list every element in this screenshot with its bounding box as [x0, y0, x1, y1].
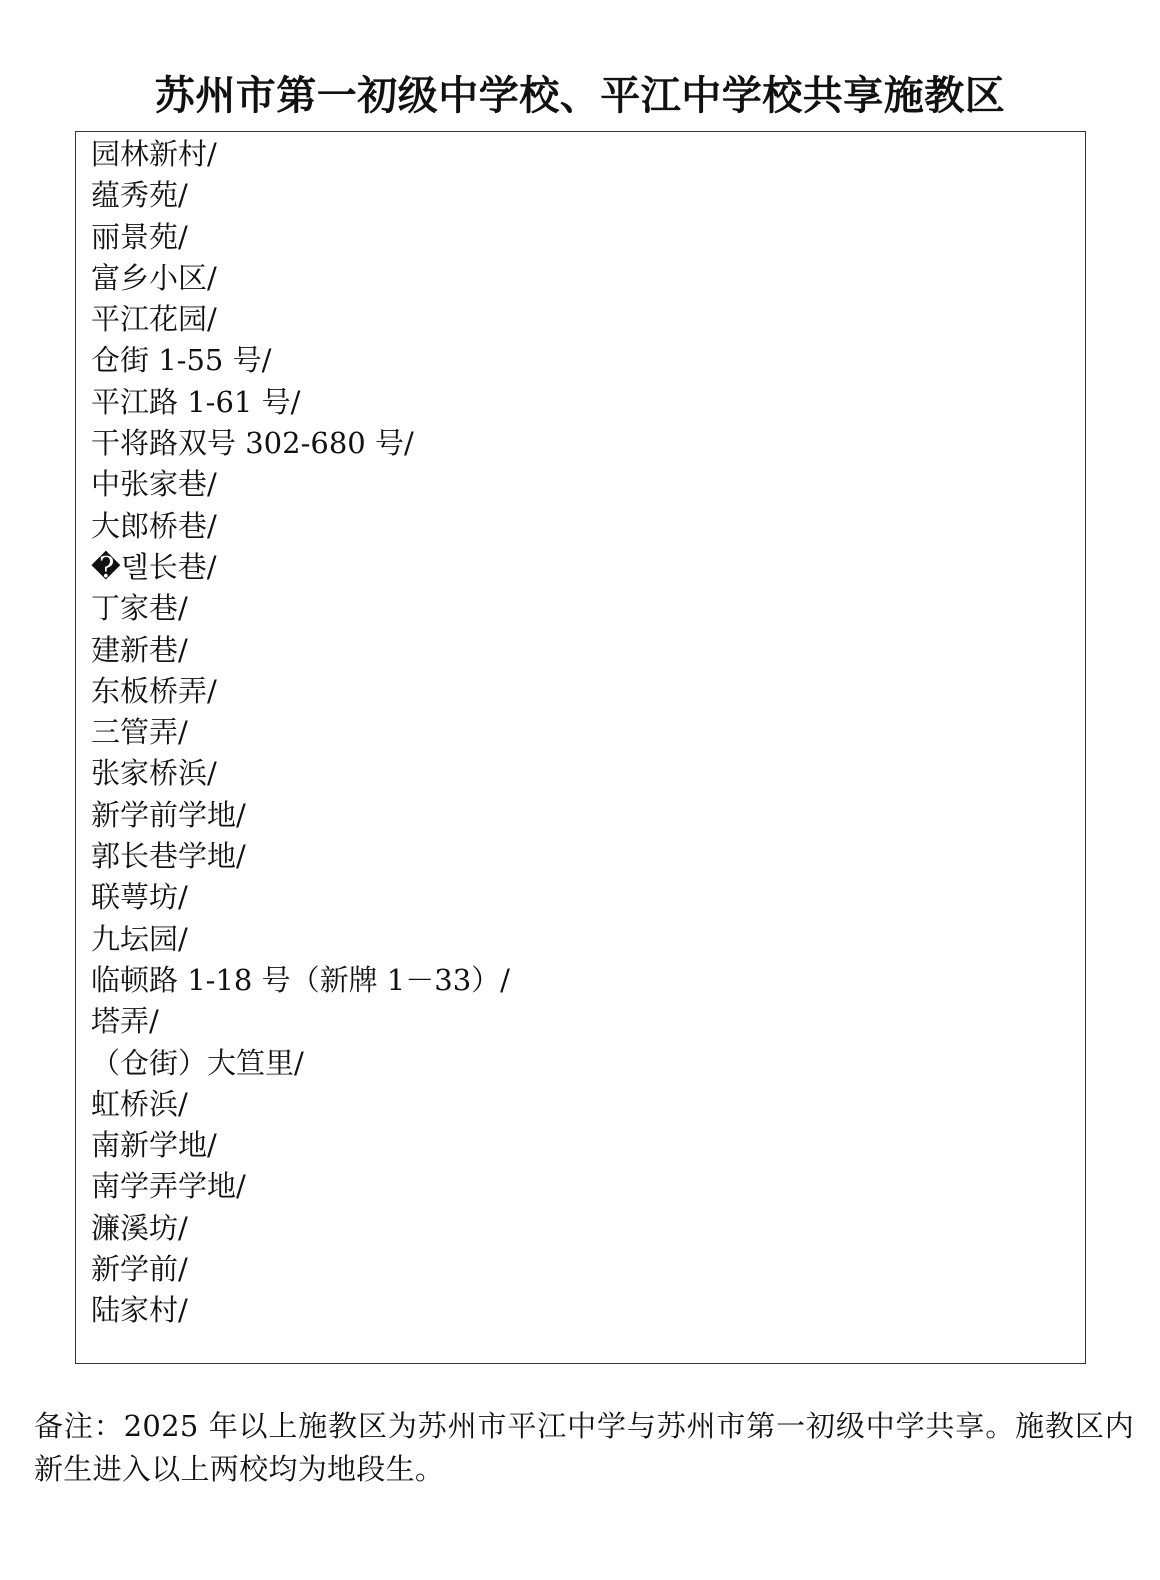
area-item: 干将路双号 302-680 号/: [91, 426, 414, 461]
area-item: 建新巷/: [91, 632, 188, 667]
area-item: 大郎桥巷/: [91, 508, 217, 543]
area-item: 蕴秀苑/: [91, 178, 188, 213]
area-item: 东板桥弄/: [91, 673, 217, 708]
area-item: �델长巷/: [91, 549, 217, 584]
catchment-area-box: [75, 131, 1086, 1364]
area-item: 园林新村/: [91, 137, 217, 171]
area-item: 富乡小区/: [91, 260, 217, 295]
catchment-area-list: [91, 132, 510, 1330]
area-item: 陆家村/: [91, 1293, 188, 1328]
area-item: 中张家巷/: [91, 467, 217, 502]
area-item: 塔弄/: [91, 1004, 159, 1039]
area-item: 临顿路 1-18 号（新牌 1－33）/: [91, 962, 510, 997]
area-item: 新学前学地/: [91, 797, 246, 832]
area-item: 濂溪坊/: [91, 1210, 188, 1245]
area-item: 南新学地/: [91, 1128, 217, 1163]
area-item: 平江路 1-61 号/: [91, 384, 301, 419]
remarks-note: 备注：2025 年以上施教区为苏州市平江中学与苏州市第一初级中学共享。施教区内新生进入以上两校均为地段生。: [34, 1409, 1134, 1486]
area-item: 三管弄/: [91, 715, 188, 750]
area-item: （仓街）大笪里/: [91, 1045, 304, 1080]
area-item: 张家桥浜/: [91, 756, 217, 791]
area-item: 南学弄学地/: [91, 1169, 246, 1204]
area-item: 虹桥浜/: [91, 1086, 188, 1121]
area-item: 平江花园/: [91, 302, 217, 337]
area-item: 丽景苑/: [91, 219, 188, 254]
area-item: 仓街 1-55 号/: [91, 343, 272, 378]
area-item: 丁家巷/: [91, 591, 188, 626]
area-item: 九坛园/: [91, 921, 188, 956]
page-title: 苏州市第一初级中学校、平江中学校共享施教区: [154, 73, 1006, 119]
area-item: 郭长巷学地/: [91, 839, 246, 874]
area-item: 联萼坊/: [91, 880, 188, 915]
area-item: 新学前/: [91, 1252, 188, 1287]
